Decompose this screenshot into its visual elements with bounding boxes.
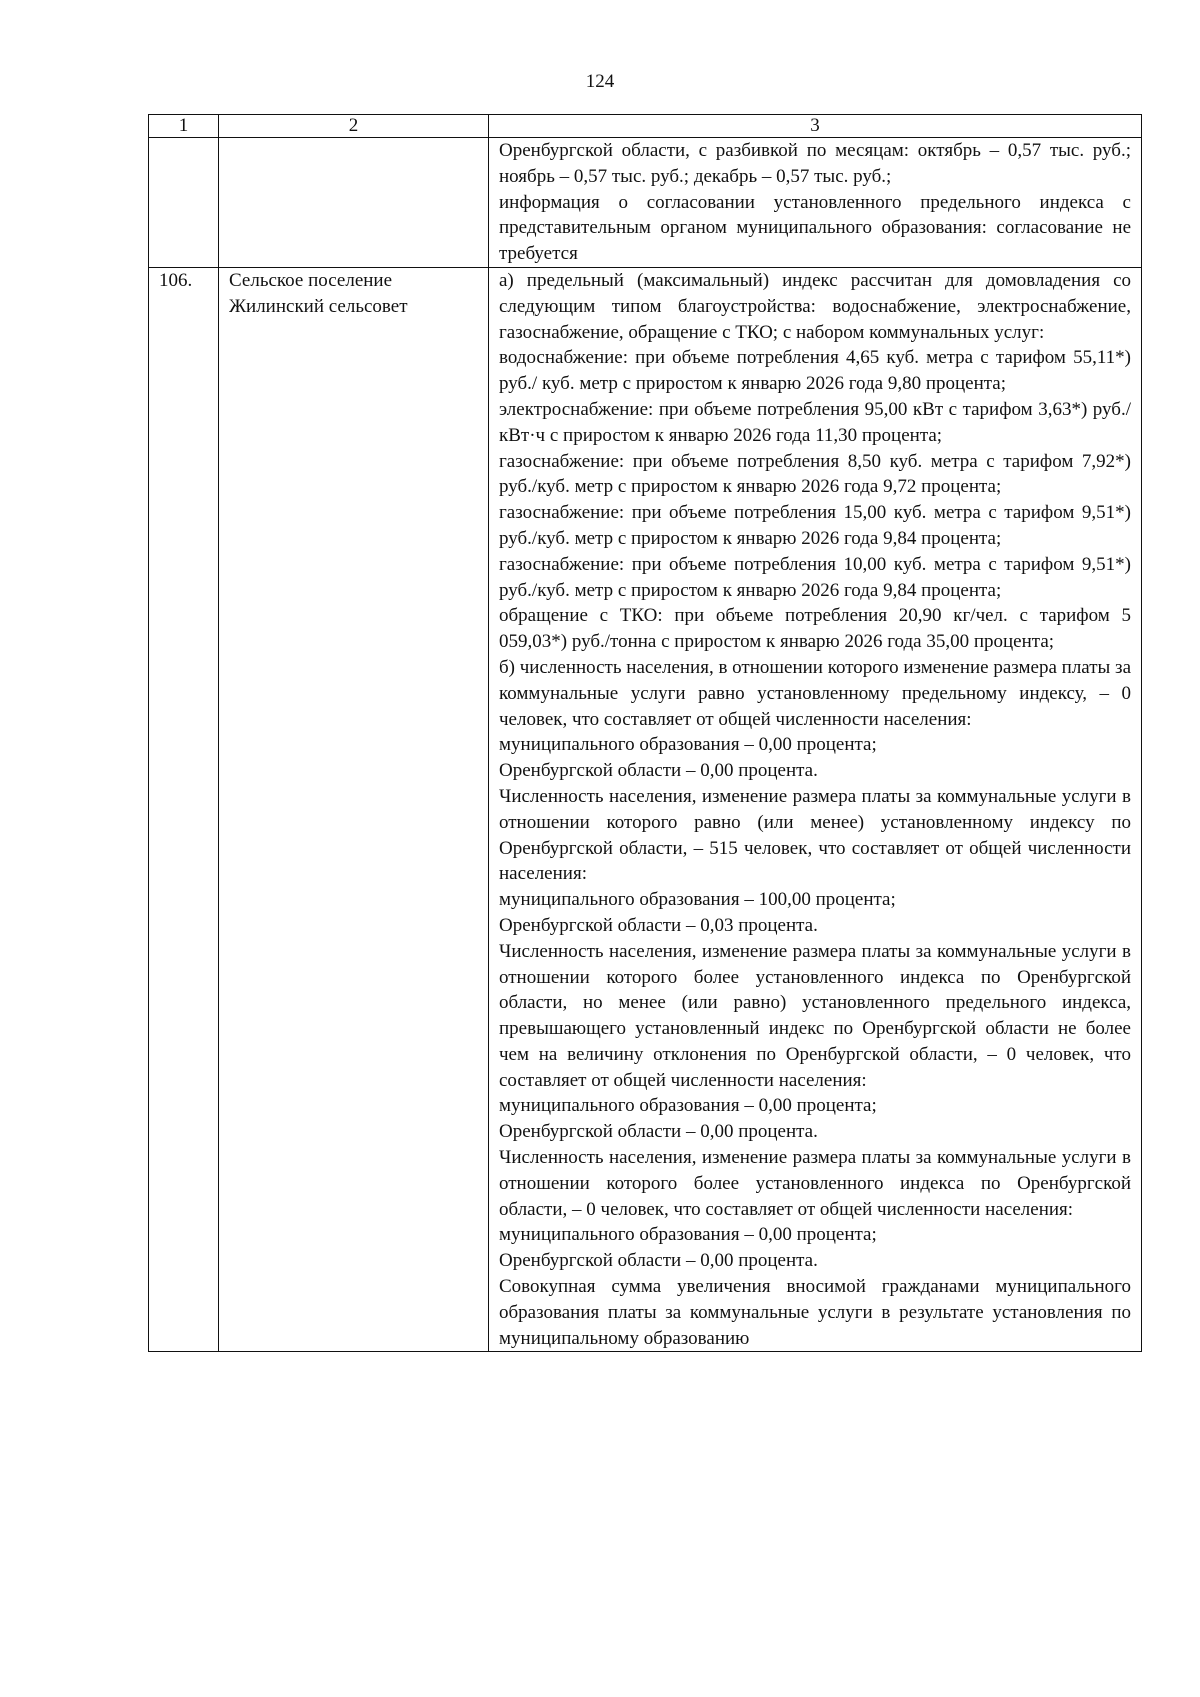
content-paragraph: муниципального образования – 0,00 процента; [499, 1224, 877, 1246]
content-paragraph: Численность населения, изменение размера платы за коммунальные услуги в отношении которого равно (или менее) установленному индексу по Оренбургской области, – 515 человек, что составляет от общей численности населения: [499, 785, 1131, 885]
column-header-2: 2 [219, 115, 489, 138]
content-paragraph: Численность населения, изменение размера платы за коммунальные услуги в отношении которого более установленного индекса по Оренбургской области, – 0 человек, что составляет от общей численности населения: [499, 1147, 1131, 1220]
content-paragraph: водоснабжение: при объеме потребления 4,65 куб. метра с тарифом 55,11*) руб./ куб. метр с приростом к январю 2026 года 9,80 процента; [499, 347, 1131, 395]
content-paragraph: муниципального образования – 0,00 процента; [499, 734, 877, 756]
page-number: 124 [585, 71, 615, 92]
content-paragraph: муниципального образования – 0,00 процента; [499, 1095, 877, 1117]
content-paragraph: информация о согласовании установленного предельного индекса с представительным органом муниципального образования: согласование не требуется [499, 191, 1131, 265]
table-row-continuation [149, 138, 1142, 268]
column-header-1: 1 [149, 115, 219, 138]
row-name-cell: Сельское поселение Жилинский сельсовет [219, 267, 489, 1351]
content-paragraph: Оренбургской области – 0,00 процента. [499, 1250, 818, 1272]
row-number-cell [149, 138, 219, 268]
row-number-cell: 106. [149, 267, 219, 1351]
column-header-3: 3 [489, 115, 1142, 138]
content-paragraph: муниципального образования – 100,00 процента; [499, 889, 896, 911]
content-paragraph: газоснабжение: при объеме потребления 10,00 куб. метра с тарифом 9,51*) руб./куб. метр с приростом к январю 2026 года 9,84 процента; [499, 553, 1131, 601]
content-paragraph: Совокупная сумма увеличения вносимой гражданами муниципального образования платы за коммунальные услуги в результате установления по муниципальному образованию [499, 1276, 1131, 1349]
content-paragraph: газоснабжение: при объеме потребления 15,00 куб. метра с тарифом 9,51*) руб./куб. метр с приростом к январю 2026 года 9,84 процента; [499, 502, 1131, 549]
content-paragraph: обращение с ТКО: при объеме потребления 20,90 кг/чел. с тарифом 5 059,03*) руб./тонна с приростом к январю 2026 года 35,00 процента; [499, 605, 1131, 653]
content-paragraph: Численность населения, изменение размера платы за коммунальные услуги в отношении которого более установленного индекса по Оренбургской области, но менее (или равно) установленного предельного индекса, превышающего установленный индекс по Оренбургской области не более чем на величину отклонения по Оренбургской области, – 0 человек, что составляет от общей численности населения: [499, 940, 1131, 1091]
content-paragraph: Оренбургской области – 0,03 процента. [499, 914, 818, 936]
row-content-cell [489, 138, 1142, 268]
content-paragraph: Оренбургской области – 0,00 процента. [499, 1121, 818, 1143]
content-paragraph: Оренбургской области, с разбивкой по месяцам: октябрь – 0,57 тыс. руб.; ноябрь – 0,57 тыс. руб.; декабрь – 0,57 тыс. руб.; [499, 140, 1131, 187]
content-paragraph: Оренбургской области – 0,00 процента. [499, 760, 818, 782]
table-header-row [149, 115, 1142, 138]
content-paragraph: б) численность населения, в отношении которого изменение размера платы за коммунальные услуги равно установленному предельному индексу, – 0 человек, что составляет от общей численности населения: [499, 656, 1132, 730]
row-content-cell [489, 267, 1142, 1351]
table-row-106 [149, 267, 1142, 1351]
content-paragraph: а) предельный (максимальный) индекс рассчитан для домовладения со следующим типом благоустройства: водоснабжение, электроснабжение, газоснабжение, обращение с ТКО; с набором коммунальных услуг: [499, 269, 1131, 343]
content-paragraph: электроснабжение: при объеме потребления 95,00 кВт с тарифом 3,63*) руб./кВт·ч с приростом к январю 2026 года 11,30 процента; [499, 398, 1131, 446]
row-name-cell [219, 138, 489, 268]
content-paragraph: газоснабжение: при объеме потребления 8,50 куб. метра с тарифом 7,92*) руб./куб. метр с приростом к январю 2026 года 9,72 процента; [499, 450, 1131, 498]
document-table [148, 114, 1142, 1352]
